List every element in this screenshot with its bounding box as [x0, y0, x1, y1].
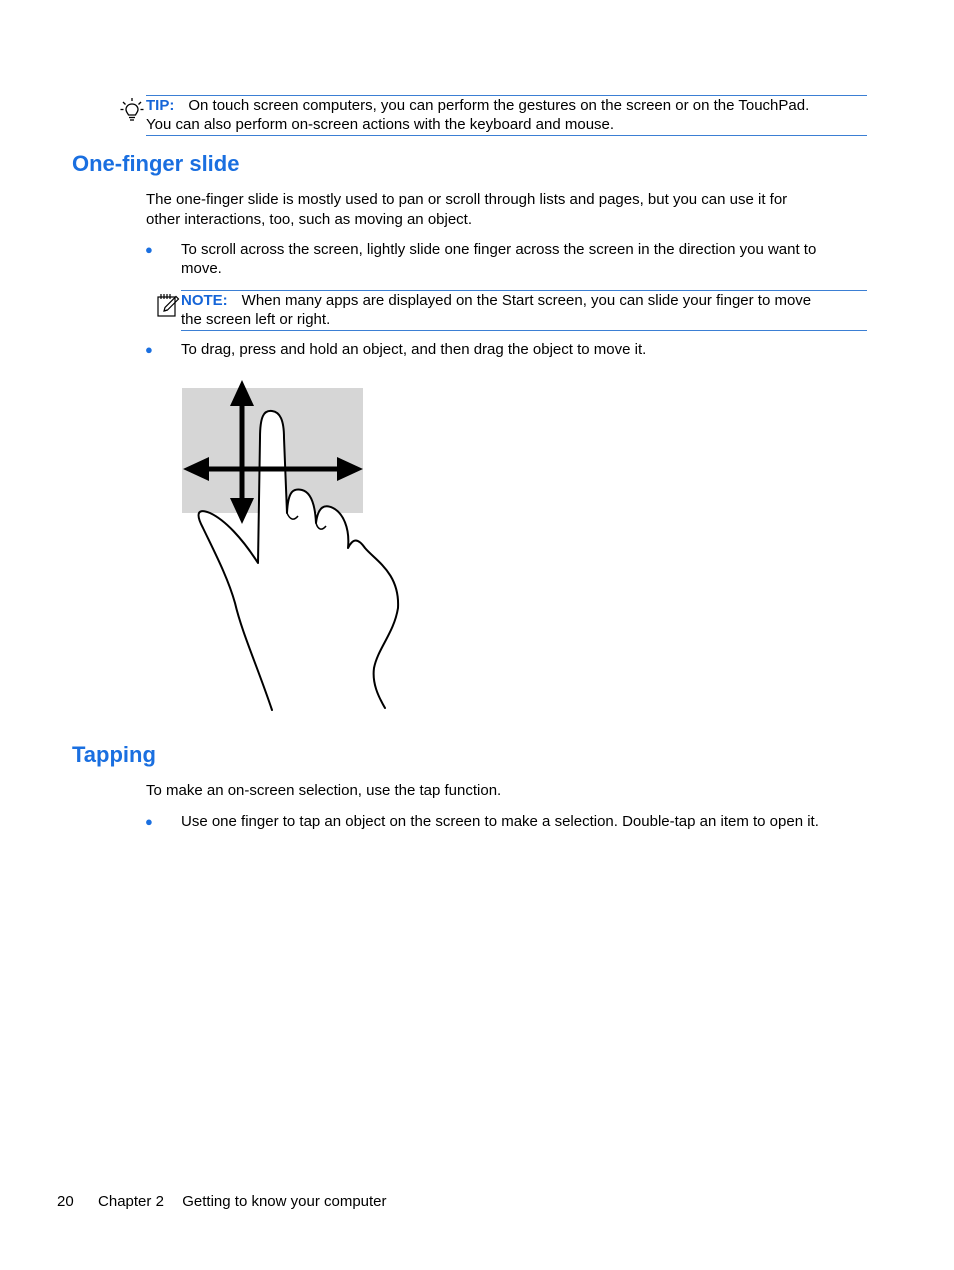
note-text-line1: When many apps are displayed on the Start screen, you can slide your finger to move	[241, 292, 812, 309]
section-heading-one-finger-slide: One-finger slide	[72, 151, 240, 176]
tapping-bullet1: Use one finger to tap an object on the screen to make a selection. Double-tap an item to open it.	[181, 813, 819, 830]
slide-bullet1-line1: To scroll across the screen, lightly slide one finger across the screen in the direction you want to	[181, 241, 817, 258]
tip-text-line2: You can also perform on-screen actions with the keyboard and mouse.	[146, 116, 615, 133]
page-footer	[57, 1192, 387, 1212]
slide-intro-line1: The one-finger slide is mostly used to pan or scroll through lists and pages, but you can use it for	[146, 191, 788, 208]
bullet-marker: ●	[145, 342, 153, 357]
section-heading-tapping: Tapping	[72, 742, 156, 767]
page-number: 20	[57, 1193, 74, 1210]
note-pad-icon	[156, 292, 180, 318]
bullet-marker: ●	[145, 242, 153, 257]
footer-chapter: Chapter 2	[98, 1193, 164, 1210]
slide-bullet1-line2: move.	[181, 260, 222, 277]
lightbulb-icon	[120, 96, 144, 126]
note-callout	[181, 290, 867, 331]
slide-intro-line2: other interactions, too, such as moving an object.	[146, 211, 473, 228]
note-label: NOTE:	[181, 292, 228, 309]
bullet-marker: ●	[145, 814, 153, 829]
one-finger-slide-gesture-illustration	[180, 378, 405, 713]
slide-bullet2: To drag, press and hold an object, and then drag the object to move it.	[181, 341, 647, 358]
tapping-intro: To make an on-screen selection, use the tap function.	[146, 782, 502, 799]
footer-chapter-title: Getting to know your computer	[182, 1193, 387, 1210]
tip-label: TIP:	[146, 97, 175, 114]
note-text-line2: the screen left or right.	[181, 311, 331, 328]
tip-text-line1: On touch screen computers, you can perform the gestures on the screen or on the TouchPad.	[188, 97, 810, 114]
tip-callout	[146, 95, 867, 136]
